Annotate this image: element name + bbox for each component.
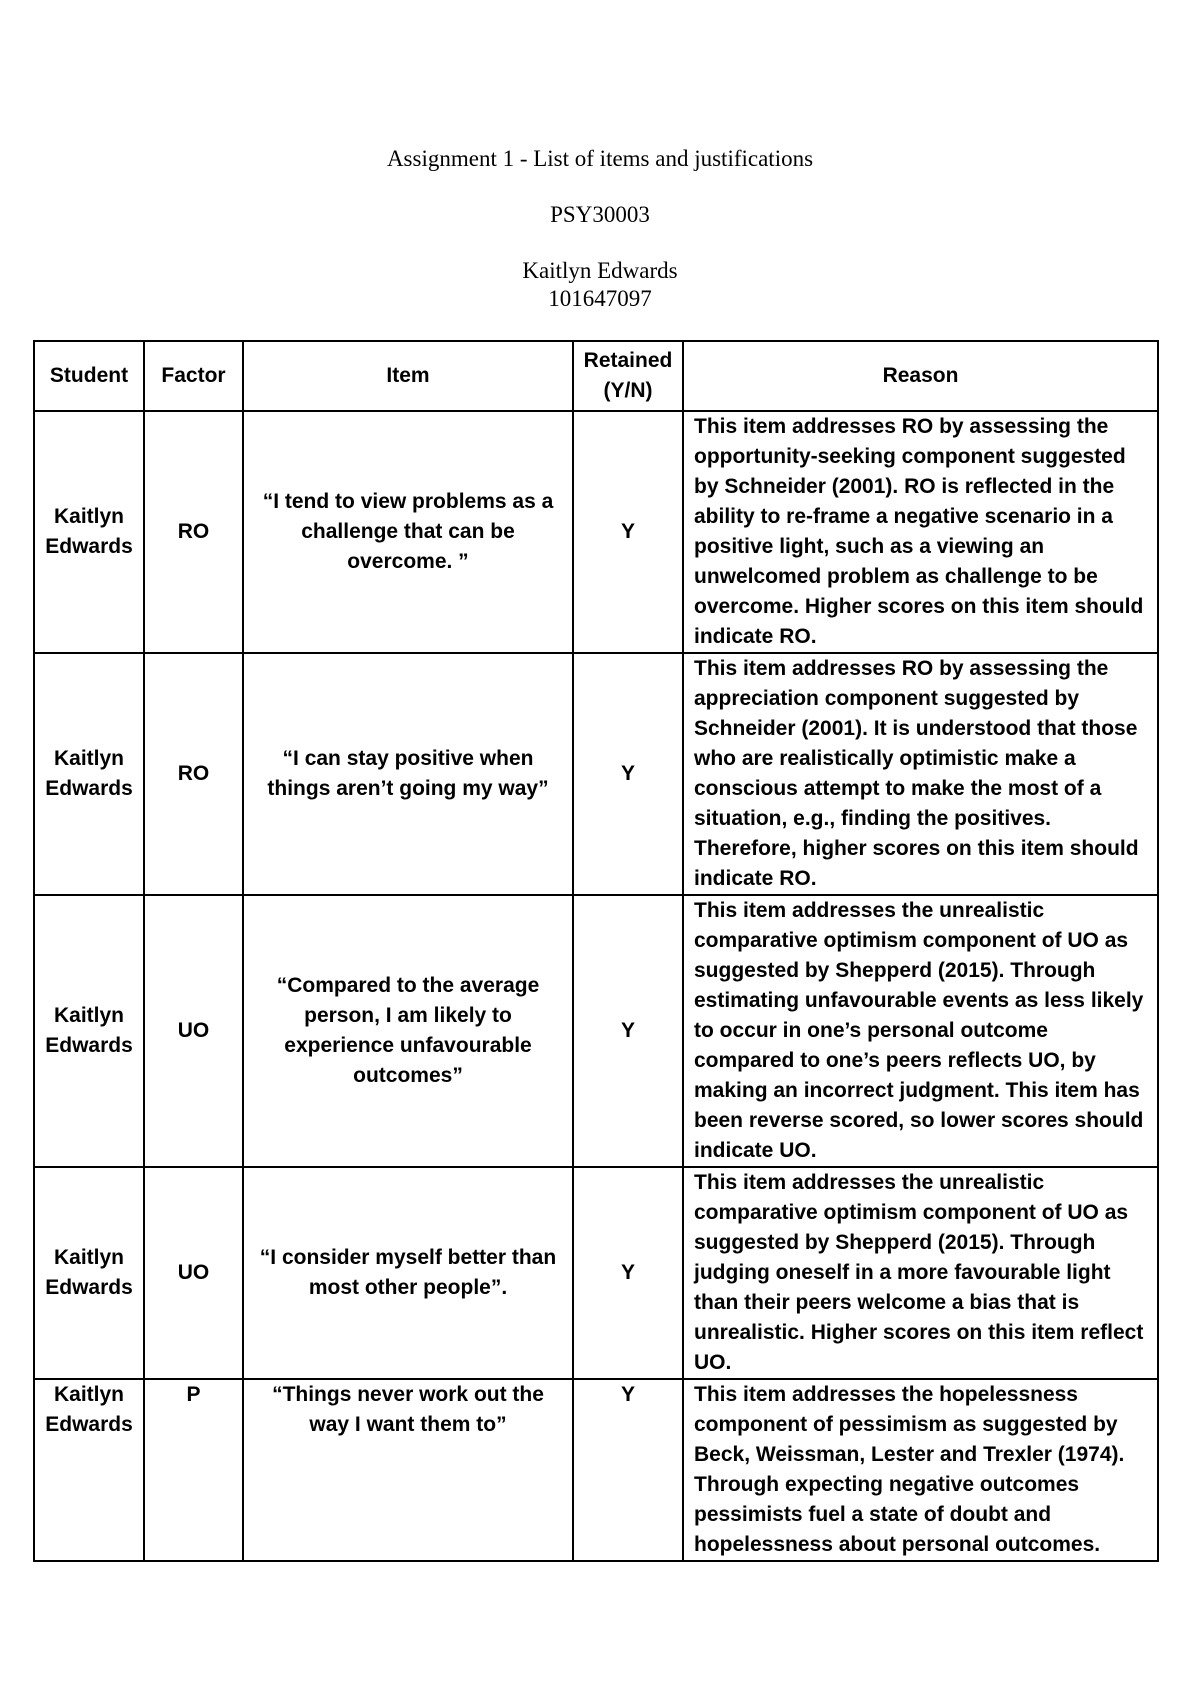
column-header-student: Student [34,341,144,411]
cell-factor: RO [144,411,243,653]
document-header [0,145,1200,313]
cell-retained: Y [573,411,683,653]
column-header-factor: Factor [144,341,243,411]
cell-student: Kaitlyn Edwards [34,411,144,653]
table-row [34,1379,1158,1561]
student-id: 101647097 [548,286,652,311]
course-code: PSY30003 [550,202,650,227]
items-table [33,340,1159,1562]
cell-retained: Y [573,895,683,1167]
column-header-reason: Reason [683,341,1158,411]
cell-item: “I can stay positive when things aren’t going my way” [243,653,573,895]
cell-retained: Y [573,653,683,895]
cell-item: “Compared to the average person, I am likely to experience unfavourable outcomes” [243,895,573,1167]
cell-retained: Y [573,1167,683,1379]
cell-factor: UO [144,895,243,1167]
cell-factor: P [144,1379,243,1561]
column-header-retained: Retained (Y/N) [573,341,683,411]
table-header-row [34,341,1158,411]
table-row [34,411,1158,653]
cell-item: “I consider myself better than most other people”. [243,1167,573,1379]
cell-student: Kaitlyn Edwards [34,653,144,895]
table-row [34,1167,1158,1379]
table-row [34,653,1158,895]
cell-reason: This item addresses RO by assessing the opportunity-seeking component suggested by Schneider (2001). RO is reflected in the ability to re-frame a negative scenario in a positive light, such as a viewing an unwelcomed problem as challenge to be overcome. Higher scores on this item should indicate RO. [683,411,1158,653]
column-header-item: Item [243,341,573,411]
cell-item: “I tend to view problems as a challenge that can be overcome. ” [243,411,573,653]
cell-student: Kaitlyn Edwards [34,1167,144,1379]
cell-reason: This item addresses the hopelessness component of pessimism as suggested by Beck, Weissman, Lester and Trexler (1974). Through expecting negative outcomes pessimists fuel a state of doubt and hopelessness about personal outcomes. [683,1379,1158,1561]
cell-reason: This item addresses RO by assessing the appreciation component suggested by Schneider (2001). It is understood that those who are realistically optimistic make a conscious attempt to make the most of a situation, e.g., finding the positives. Therefore, higher scores on this item should indicate RO. [683,653,1158,895]
cell-factor: UO [144,1167,243,1379]
cell-item: “Things never work out the way I want them to” [243,1379,573,1561]
cell-factor: RO [144,653,243,895]
cell-reason: This item addresses the unrealistic comparative optimism component of UO as suggested by Shepperd (2015). Through estimating unfavourable events as less likely to occur in one’s personal outcome compared to one’s peers reflects UO, by making an incorrect judgment. This item has been reverse scored, so lower scores should indicate UO. [683,895,1158,1167]
cell-retained: Y [573,1379,683,1561]
author-name: Kaitlyn Edwards [522,258,678,283]
cell-reason: This item addresses the unrealistic comparative optimism component of UO as suggested by Shepperd (2015). Through judging oneself in a more favourable light than their peers welcome a bias that is unrealistic. Higher scores on this item reflect UO. [683,1167,1158,1379]
cell-student: Kaitlyn Edwards [34,895,144,1167]
table-row [34,895,1158,1167]
document-title: Assignment 1 - List of items and justifications [386,146,814,171]
cell-student: Kaitlyn Edwards [34,1379,144,1561]
